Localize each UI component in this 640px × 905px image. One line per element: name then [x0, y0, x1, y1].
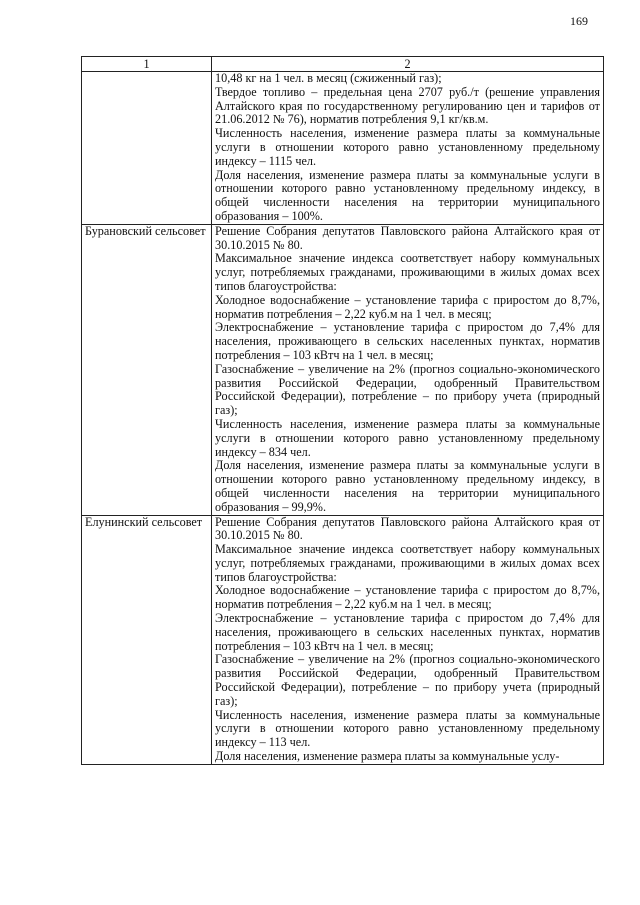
paragraph: Решение Собрания депутатов Павловского района Алтайского края от 30.10.2015 № 80.	[215, 223, 600, 252]
municipality-name	[82, 72, 212, 225]
page-number: 169	[570, 14, 588, 28]
paragraph: Численность населения, изменение размера платы за коммунальные услуги в отношении которого равно установленному предельному индексу – 834 чел.	[215, 416, 600, 459]
table-header-row	[82, 57, 604, 72]
paragraph: Газоснабжение – увеличение на 2% (прогноз социально-экономического развития Российской Федерации, одобренный Правительством Российской Федерации), потребление – по прибору учета (природный газ);	[215, 652, 600, 708]
row-description	[212, 515, 604, 764]
paragraph: Доля населения, изменение размера платы за коммунальные услу-	[215, 749, 560, 764]
paragraph: Электроснабжение – установление тарифа с приростом до 7,4% для населения, проживающего в сельских населенных пунктах, норматив потребления – 103 кВтч на 1 чел. в месяц;	[215, 320, 600, 362]
paragraph: Максимальное значение индекса соответствует набору коммунальных услуг, потребляемых гражданами, проживающими в жилых домах всех типов благоустройства:	[215, 251, 600, 293]
row-description	[212, 72, 604, 225]
paragraph: Решение Собрания депутатов Павловского района Алтайского края от 30.10.2015 № 80.	[215, 514, 600, 543]
paragraph: Максимальное значение индекса соответствует набору коммунальных услуг, потребляемых гражданами, проживающими в жилых домах всех типов благоустройства:	[215, 542, 600, 584]
row-description	[212, 224, 604, 515]
column-header-1: 1	[82, 57, 212, 72]
municipality-name: Бурановский сельсовет	[82, 224, 212, 515]
paragraph: Доля населения, изменение размера платы за коммунальные услуги в отношении которого равно установленному предельному индексу, в общей численности населения на территории муниципального образования – 100%.	[215, 167, 600, 223]
municipality-name: Елунинский сельсовет	[82, 515, 212, 764]
table-row	[82, 515, 604, 764]
table-row	[82, 224, 604, 515]
paragraph: Электроснабжение – установление тарифа с приростом до 7,4% для населения, проживающего в сельских населенных пунктах, норматив потребления – 103 кВтч на 1 чел. в месяц;	[215, 611, 600, 653]
table-row	[82, 72, 604, 225]
paragraph: Доля населения, изменение размера платы за коммунальные услуги в отношении которого равно установленному предельному индексу, в общей численности населения на территории муниципального образования – 99,9%.	[215, 458, 600, 514]
tariff-table	[81, 56, 604, 765]
column-header-2: 2	[212, 57, 604, 72]
paragraph: Газоснабжение – увеличение на 2% (прогноз социально-экономического развития Российской Федерации, одобренный Правительством Российской Федерации), потребление – по прибору учета (природный газ);	[215, 361, 600, 418]
paragraph: Холодное водоснабжение – установление тарифа с приростом до 8,7%, норматив потребления – 2,22 куб.м на 1 чел. в месяц;	[215, 583, 600, 612]
paragraph: Холодное водоснабжение – установление тарифа с приростом до 8,7%, норматив потребления – 2,22 куб.м на 1 чел. в месяц;	[215, 292, 600, 321]
paragraph: 10,48 кг на 1 чел. в месяц (сжиженный газ);	[215, 71, 442, 85]
paragraph: Численность населения, изменение размера платы за коммунальные услуги в отношении которого равно установленному предельному индексу – 113 чел.	[215, 707, 600, 750]
paragraph: Твердое топливо – предельная цена 2707 руб./т (решение управления Алтайского края по государственному регулированию цен и тарифов от 21.06.2012 № 76), норматив потребления 9,1 кг/кв.м.	[215, 84, 600, 127]
paragraph: Численность населения, изменение размера платы за коммунальные услуги в отношении которого равно установленному предельному индексу – 1115 чел.	[215, 126, 600, 168]
